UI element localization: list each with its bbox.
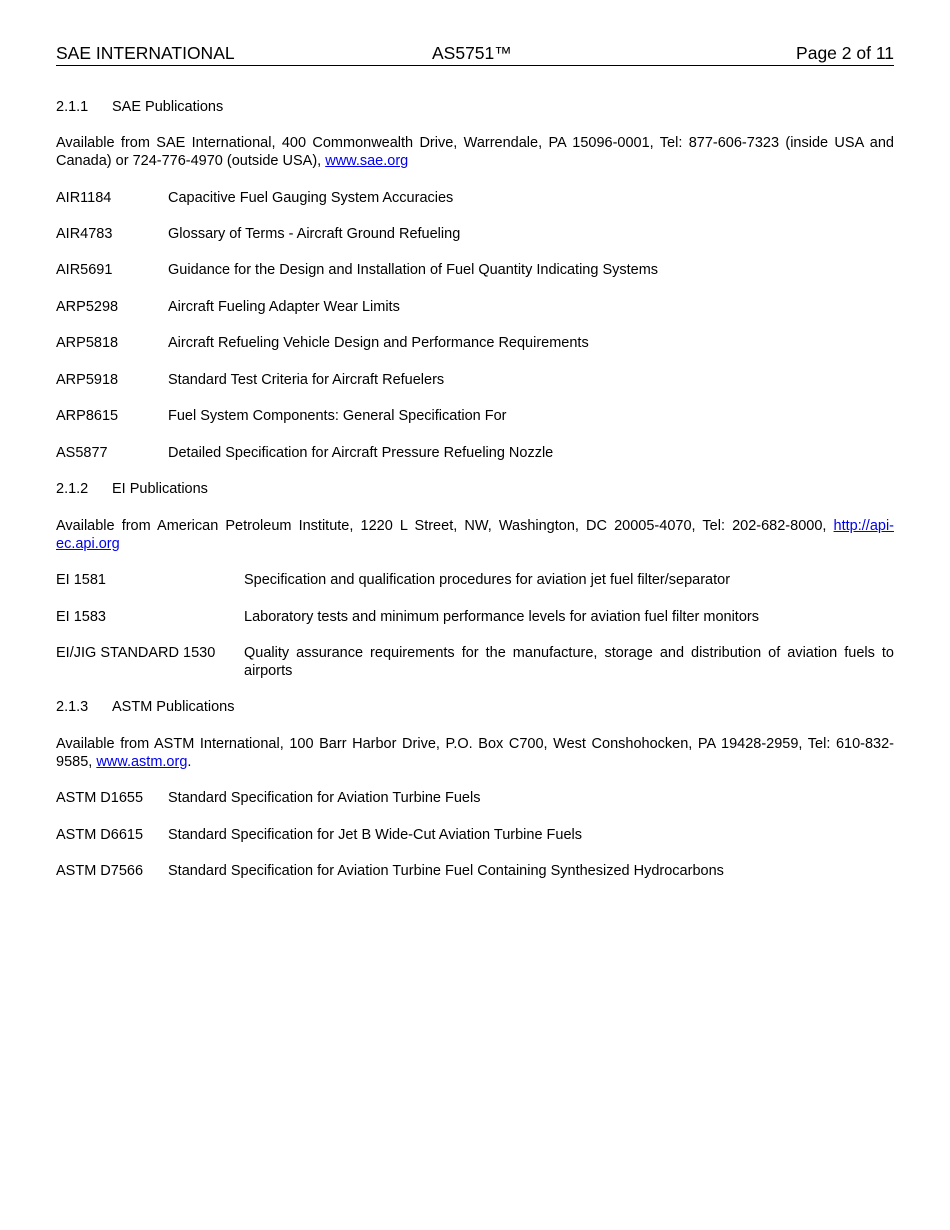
ei-availability-paragraph (56, 517, 894, 553)
reference-code: ARP5298 (56, 299, 119, 315)
reference-title: Standard Specification for Jet B Wide-Cut Aviation Turbine Fuels (168, 827, 583, 843)
astm-intro-text: Available from ASTM International, 100 Barr Harbor Drive, P.O. Box C700, West Conshohocken, PA 19428-2959, Tel: 610-832-9585, (56, 736, 894, 770)
reference-code: ARP8615 (56, 408, 119, 424)
reference-title: Standard Specification for Aviation Turbine Fuels (168, 790, 481, 806)
reference-title: Aircraft Refueling Vehicle Design and Performance Requirements (168, 335, 589, 351)
section-title: EI Publications (112, 481, 208, 497)
reference-code: ARP5818 (56, 335, 119, 351)
section-title: ASTM Publications (112, 699, 235, 715)
astm-availability-paragraph (56, 735, 894, 771)
reference-title: Quality assurance requirements for the manufacture, storage and distribution of aviation fuels to airports (244, 645, 894, 679)
reference-title: Laboratory tests and minimum performance levels for aviation fuel filter monitors (244, 609, 759, 625)
reference-title: Capacitive Fuel Gauging System Accuracies (168, 190, 454, 206)
section-number: 2.1.2 (56, 481, 89, 497)
reference-title: Standard Specification for Aviation Turbine Fuel Containing Synthesized Hydrocarbons (168, 863, 724, 879)
reference-code: ASTM D1655 (56, 790, 144, 806)
astm-trailing-period: . (187, 754, 192, 770)
section-title: SAE Publications (112, 99, 224, 115)
reference-code: EI/JIG STANDARD 1530 (56, 645, 216, 661)
reference-title: Glossary of Terms - Aircraft Ground Refueling (168, 226, 461, 242)
reference-title: Guidance for the Design and Installation of Fuel Quantity Indicating Systems (168, 262, 659, 278)
reference-code: EI 1583 (56, 609, 106, 625)
reference-code: ASTM D7566 (56, 863, 144, 879)
section-number: 2.1.1 (56, 99, 89, 115)
reference-code: AIR4783 (56, 226, 113, 242)
reference-title: Detailed Specification for Aircraft Pressure Refueling Nozzle (168, 445, 554, 461)
sae-availability-paragraph (56, 134, 894, 170)
reference-code: EI 1581 (56, 572, 106, 588)
sae-intro-text: Available from SAE International, 400 Commonwealth Drive, Warrendale, PA 15096-0001, Tel: 877-606-7323 (inside USA and Canada) or 724-776-4970 (outside USA), (56, 135, 894, 169)
reference-title: Specification and qualification procedures for aviation jet fuel filter/separator (244, 572, 731, 588)
reference-title: Aircraft Fueling Adapter Wear Limits (168, 299, 400, 315)
reference-code: AS5877 (56, 445, 108, 461)
sae-website-link[interactable]: www.sae.org (325, 153, 409, 169)
reference-title: Fuel System Components: General Specification For (168, 408, 507, 424)
ei-intro-text: Available from American Petroleum Institute, 1220 L Street, NW, Washington, DC 20005-4070, Tel: 202-682-8000, (56, 518, 834, 534)
reference-code: ASTM D6615 (56, 827, 144, 843)
section-number: 2.1.3 (56, 699, 89, 715)
header-doc-id: AS5751™ (432, 43, 512, 63)
reference-code: ARP5918 (56, 372, 119, 388)
reference-code: AIR5691 (56, 262, 113, 278)
page-header (56, 43, 894, 66)
header-page-number: Page 2 of 11 (796, 43, 894, 63)
reference-title: Standard Test Criteria for Aircraft Refuelers (168, 372, 445, 388)
reference-code: AIR1184 (56, 190, 112, 206)
astm-website-link[interactable]: www.astm.org (96, 754, 188, 770)
header-org: SAE INTERNATIONAL (56, 43, 235, 63)
api-website-link[interactable]: http://api-ec.api.org (56, 518, 894, 552)
